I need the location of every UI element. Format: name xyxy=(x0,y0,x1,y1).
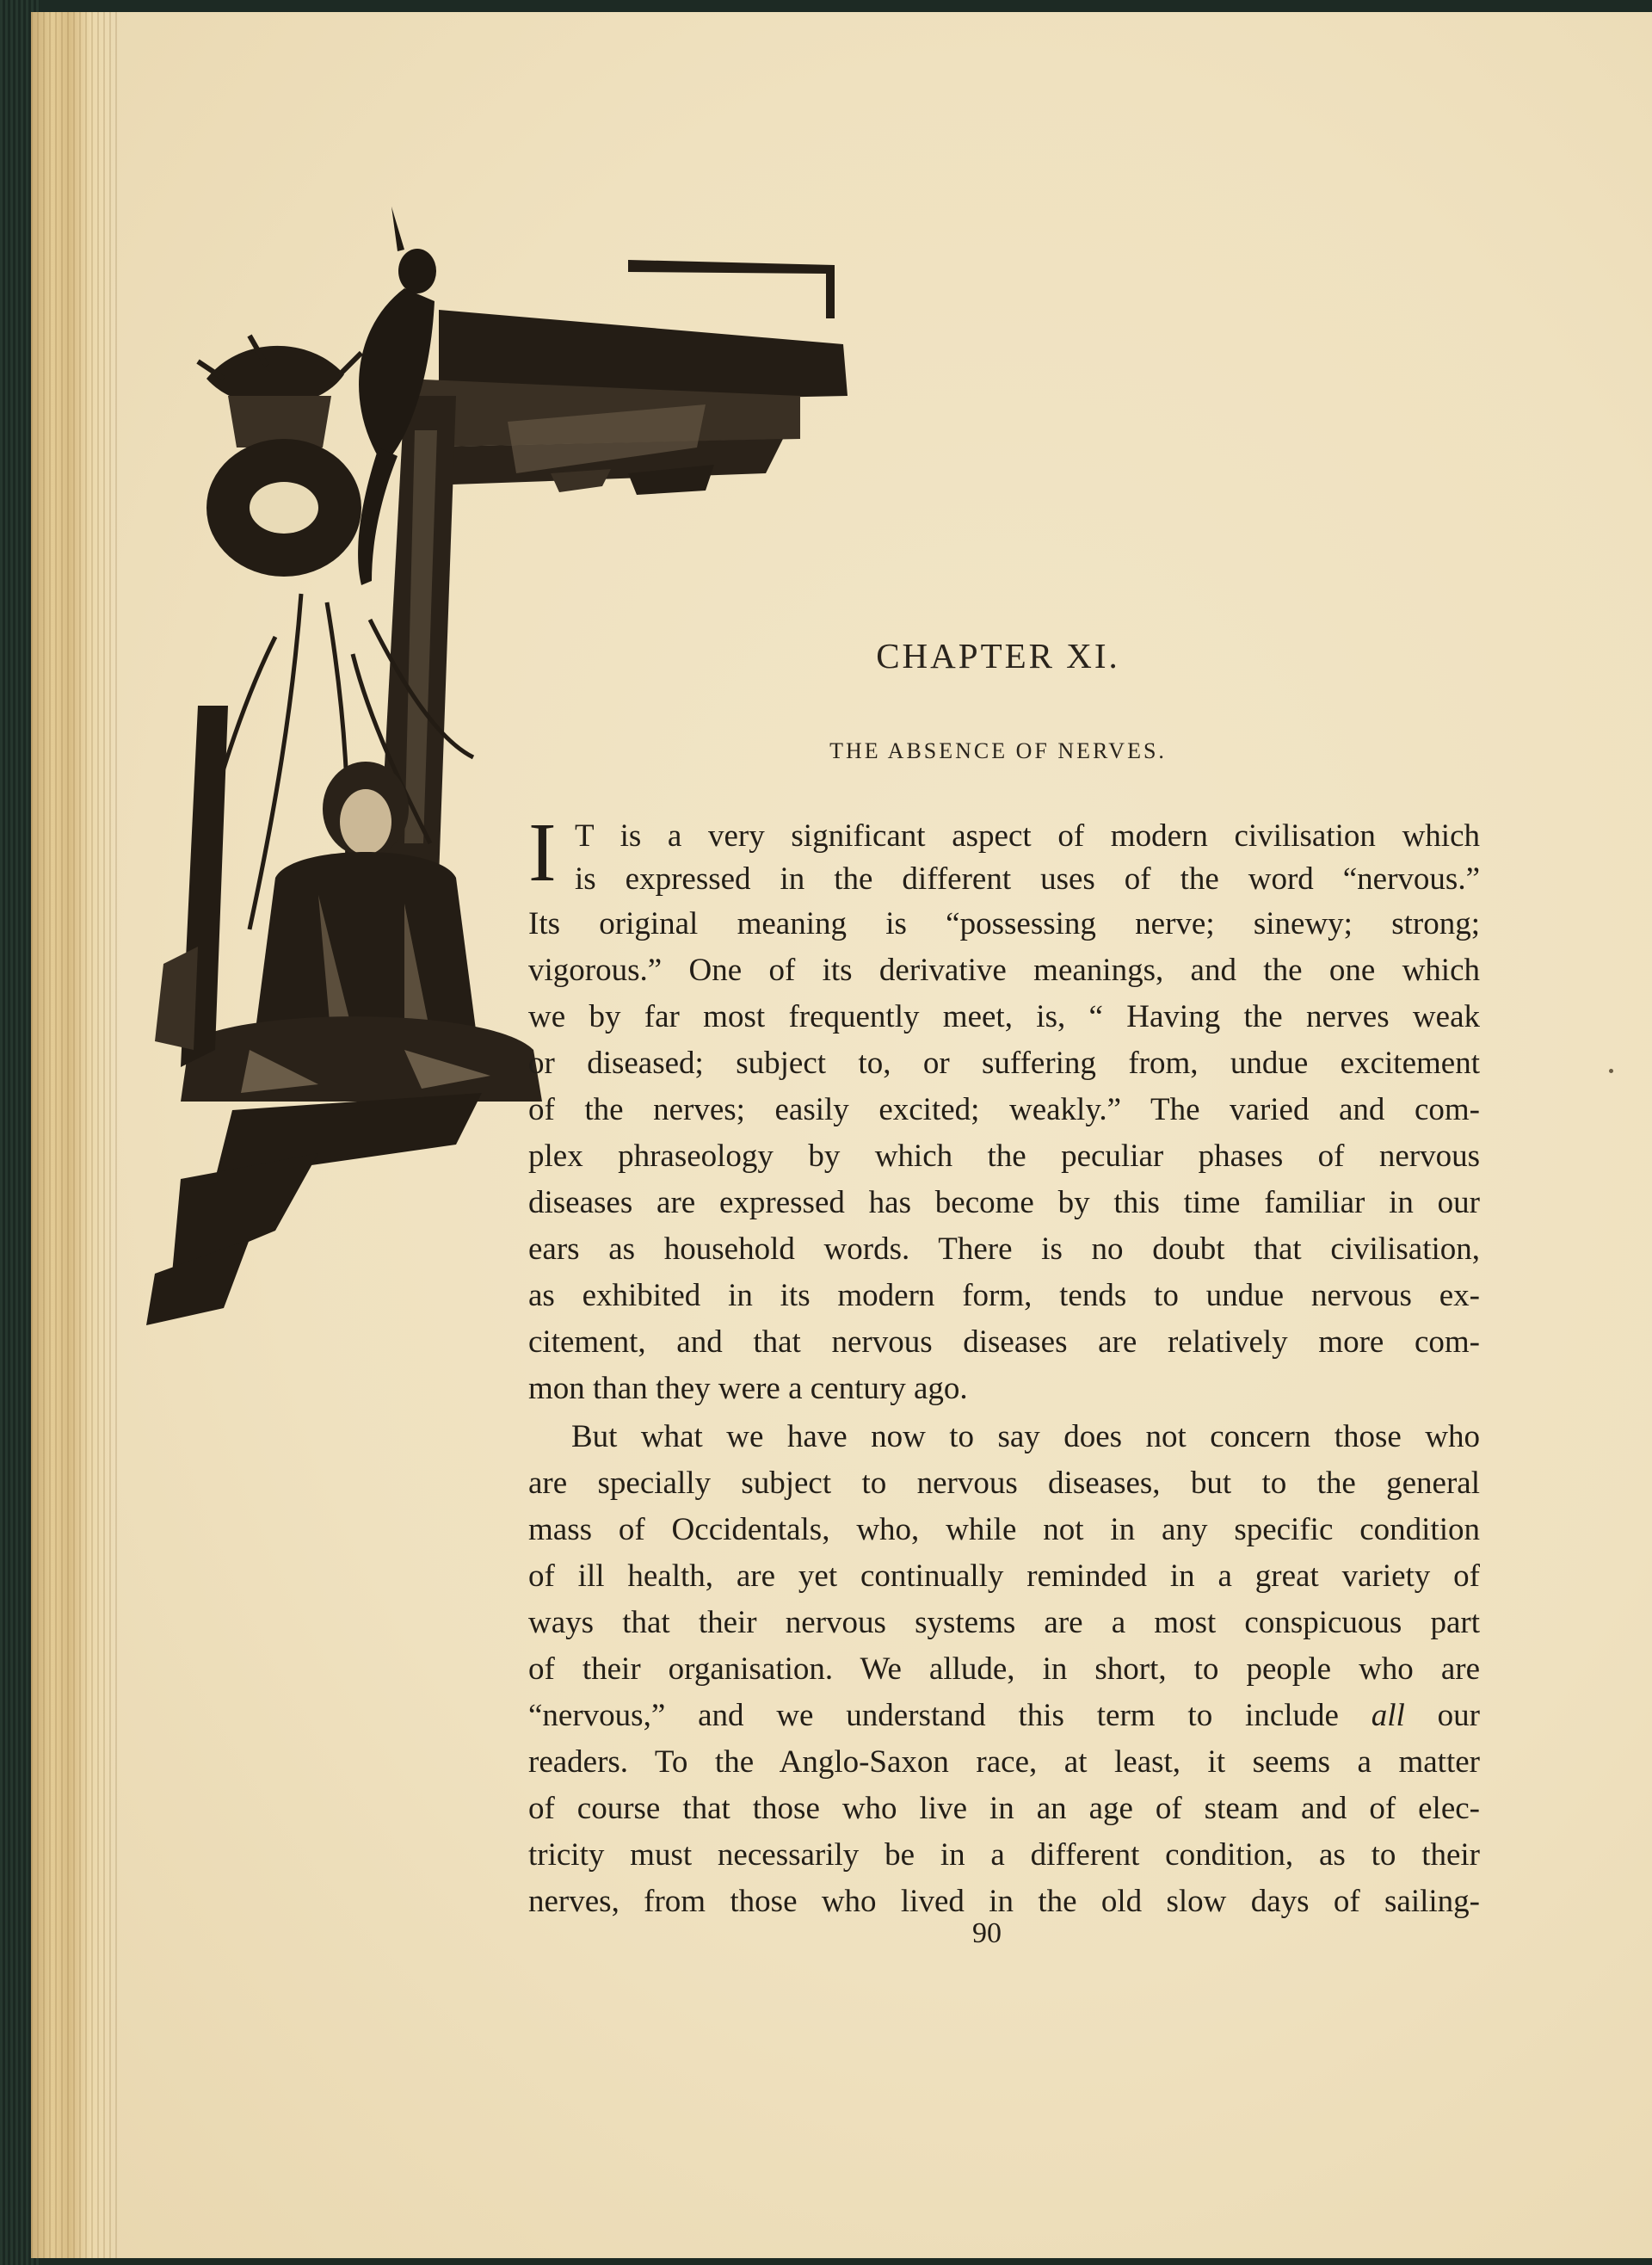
page-edges xyxy=(31,12,117,2258)
text-line: tricity must necessarily be in a different condition, as to their xyxy=(528,1837,1480,1873)
text-line: T is a very significant aspect of modern civilisation which xyxy=(575,818,1480,854)
text-line: are specially subject to nervous diseases, but to the general xyxy=(528,1466,1480,1501)
text-line: vigorous.” One of its derivative meanings, and the one which xyxy=(528,953,1480,988)
text-segment: our xyxy=(1404,1698,1481,1733)
text-line: we by far most frequently meet, is, “ Having the nerves weak xyxy=(528,999,1480,1034)
page-number: 90 xyxy=(972,1917,1002,1949)
text-line: Its original meaning is “possessing nerve; sinewy; strong; xyxy=(528,906,1480,941)
text-line: is expressed in the different uses of the word “nervous.” xyxy=(575,861,1480,897)
text-line: mass of Occidentals, who, while not in any specific condition xyxy=(528,1512,1480,1547)
text-line: diseases are expressed has become by this time familiar in our xyxy=(528,1185,1480,1220)
text-line: as exhibited in its modern form, tends to undue nervous ex- xyxy=(528,1278,1480,1313)
text-line: But what we have now to say does not concern those who xyxy=(571,1419,1480,1454)
text-segment: “nervous,” and we understand this term to include xyxy=(528,1698,1372,1733)
text-line: of the nerves; easily excited; weakly.” The varied and com- xyxy=(528,1092,1480,1127)
seated-figure-engraving xyxy=(181,762,542,1102)
text-line: of course that those who live in an age of steam and of elec- xyxy=(528,1791,1480,1826)
text-line: or diseased; subject to, or suffering from, undue excitement xyxy=(528,1046,1480,1081)
text-line: ears as household words. There is no doubt that civilisation, xyxy=(528,1231,1480,1267)
text-line: citement, and that nervous diseases are relatively more com- xyxy=(528,1324,1480,1360)
ground-engraving xyxy=(146,1093,482,1325)
chapter-title: CHAPTER XI. xyxy=(876,636,1120,676)
text-line: ways that their nervous systems are a most conspicuous part xyxy=(528,1605,1480,1640)
drop-cap: I xyxy=(528,806,557,899)
text-line: mon than they were a century ago. xyxy=(528,1371,968,1406)
roof-beam-engraving xyxy=(404,260,848,495)
text-line: of their organisation. We allude, in short, to people who are xyxy=(528,1651,1480,1687)
chapter-subtitle: THE ABSENCE OF NERVES. xyxy=(829,738,1167,763)
text-line: readers. To the Anglo-Saxon race, at least, it seems a matter xyxy=(528,1744,1480,1780)
text-line-with-italic xyxy=(528,1697,1480,1735)
vase-engraving xyxy=(198,336,361,577)
text-line: nerves, from those who lived in the old slow days of sailing- xyxy=(528,1884,1480,1919)
paper-speck xyxy=(1609,1069,1613,1073)
text-line: plex phraseology by which the peculiar phases of nervous xyxy=(528,1139,1480,1174)
italic-word: all xyxy=(1371,1698,1405,1733)
text-line: of ill health, are yet continually reminded in a great variety of xyxy=(528,1558,1480,1594)
fringe-engraving xyxy=(155,706,228,1067)
